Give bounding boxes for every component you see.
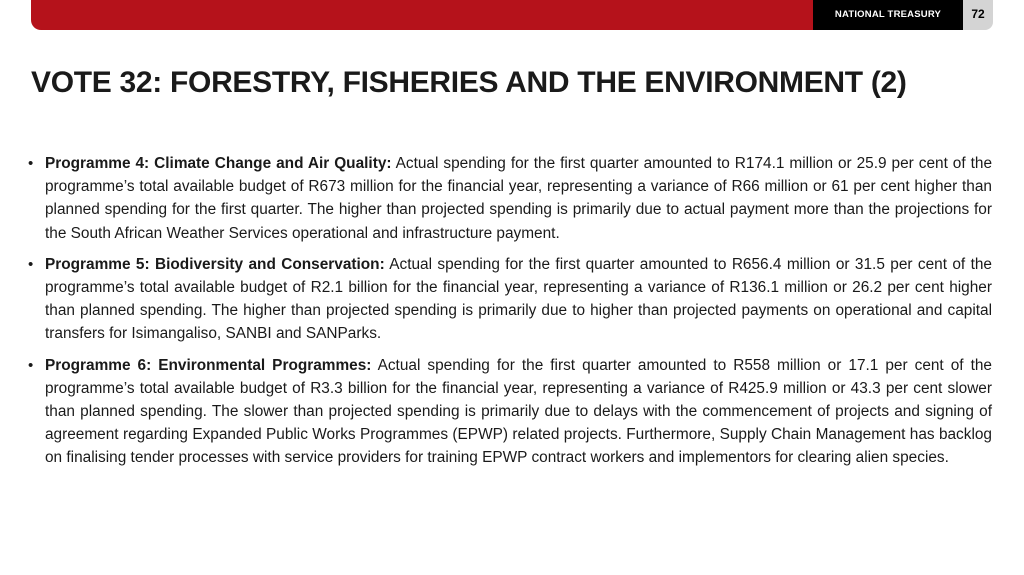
programme-text: Actual spending for the first quarter amounted to R656.4 million or 31.5 per cent of the programme’s total available budget of R2.1 billion for the financial year, representing a variance of R136.1 million or 26.2 per cent higher than planned spending. The higher than projected spending is primarily due to higher than projected payments on operational and capital transfers for Isimangaliso, SANBI and SANParks. — [45, 255, 992, 343]
page-title: VOTE 32: FORESTRY, FISHERIES AND THE ENVIRONMENT (2) — [31, 66, 907, 99]
bullet-list — [28, 152, 992, 478]
bullet-icon: • — [28, 356, 34, 374]
header-accent-bar — [31, 0, 813, 30]
bullet-icon: • — [28, 255, 34, 273]
bullet-item-programme-5 — [28, 253, 992, 346]
page-number: 72 — [963, 0, 993, 30]
programme-name: Programme 6: Environmental Programmes: — [45, 356, 372, 374]
programme-text: Actual spending for the first quarter amounted to R558 million or 17.1 per cent of the programme’s total available budget of R3.3 billion for the financial year, representing a variance of R425.9 million or 43.3 per cent slower than planned spending. The slower than projected spending is primarily due to delays with the commencement of projects and signing of agreement regarding Expanded Public Works Programmes (EPWP) related projects. Furthermore, Supply Chain Management has backlog on finalising tender processes with service providers for training EPWP contract workers and implementors for clearing alien species. — [45, 356, 992, 467]
brand-label: NATIONAL TREASURY — [813, 0, 963, 30]
bullet-item-programme-6 — [28, 354, 992, 470]
bullet-icon: • — [28, 155, 34, 172]
programme-name: Programme 5: Biodiversity and Conservation: — [45, 255, 385, 273]
programme-text: Actual spending for the first quarter amounted to R174.1 million or 25.9 per cent of the programme’s total available budget of R673 million for the financial year, representing a variance of R66 million or 61 per cent higher than planned spending for the first quarter. The higher than projected spending is primarily due to actual payment more than the projections for the South African Weather Services operational and infrastructure payment. — [45, 155, 993, 242]
bullet-item-programme-4 — [28, 152, 992, 245]
programme-name: Programme 4: Climate Change and Air Quality: — [45, 155, 392, 172]
